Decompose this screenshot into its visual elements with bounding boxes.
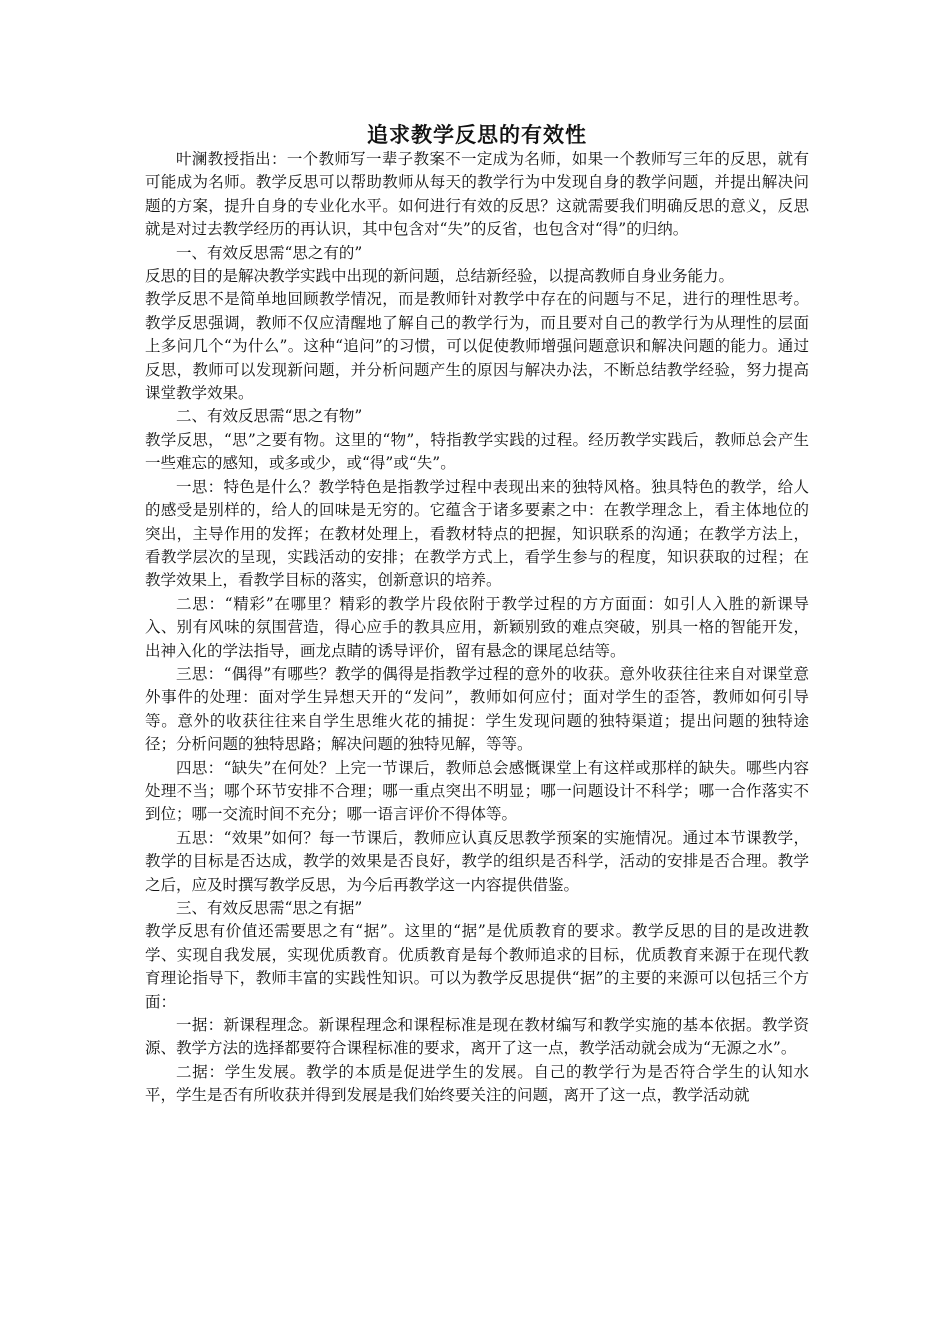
section-heading-1: 一、有效反思需“思之有的” (176, 243, 363, 262)
document-page (145, 120, 809, 1108)
body-paragraph: 二据：学生发展。教学的本质是促进学生的发展。自己的教学行为是否符合学生的认知水平，学生是否有所收获并得到发展是我们始终要关注的问题，离开了这一点，教学活动就 (145, 1062, 809, 1105)
intro-paragraph: 叶澜教授指出：一个教师写一辈子教案不一定成为名师，如果一个教师写三年的反思，就有可能成为名师。教学反思可以帮助教师从每天的教学行为中发现自身的教学问题，并提出解决问题的方案，提升自身的专业化水平。如何进行有效的反思？这就需要我们明确反思的意义，反思就是对过去教学经历的再认识，其中包含对“失”的反省，也包含对“得”的归纳。 (145, 150, 809, 239)
body-paragraph: 教学反思有价值还需要思之有“据”。这里的“据”是优质教育的要求。教学反思的目的是改进教学、实现自我发展，实现优质教育。优质教育是每个教师追求的目标，优质教育来源于在现代教育理论指导下，教师丰富的实践性知识。可以为教学反思提供“据”的主要的来源可以包括三个方面： (145, 922, 809, 1011)
body-paragraph: 四思：“缺失”在何处？上完一节课后，教师总会感慨课堂上有这样或那样的缺失。哪些内容处理不当；哪个环节安排不合理；哪一重点突出不明显；哪一问题设计不科学；哪一合作落实不到位；哪一交流时间不充分；哪一语言评价不得体等。 (145, 758, 809, 824)
section-heading-2: 二、有效反思需“思之有物” (176, 407, 363, 426)
body-paragraph: 反思的目的是解决教学实践中出现的新问题，总结新经验，以提高教师自身业务能力。 (145, 267, 735, 286)
body-paragraph: 二思：“精彩”在哪里？精彩的教学片段依附于教学过程的方方面面：如引人入胜的新课导入、别有风味的氛围营造，得心应手的教具应用，新颖别致的难点突破，别具一格的智能开发，出神入化的学法指导，画龙点睛的诱导评价，留有悬念的课尾总结等。 (145, 594, 809, 660)
body-paragraph: 教学反思不是简单地回顾教学情况，而是教师针对教学中存在的问题与不足，进行的理性思考。教学反思强调，教师不仅应清醒地了解自己的教学行为，而且要对自己的教学行为从理性的层面上多问几个“为什么”。这种“追问”的习惯，可以促使教师增强问题意识和解决问题的能力。通过反思，教师可以发现新问题，并分析问题产生的原因与解决办法，不断总结教学经验，努力提高课堂教学效果。 (145, 290, 809, 403)
section-heading-3: 三、有效反思需“思之有据” (176, 899, 363, 917)
body-paragraph: 一思：特色是什么？教学特色是指教学过程中表现出来的独特风格。独具特色的教学，给人的感受是别样的，给人的回味是无穷的。它蕴含于诸多要素之中：在教学理念上，看主体地位的突出，主导作用的发挥；在教材处理上，看教材特点的把握，知识联系的沟通；在教学方法上，看教学层次的呈现，实践活动的安排；在教学方式上，看学生参与的程度，知识获取的过程；在教学效果上，看教学目标的落实，创新意识的培养。 (145, 477, 809, 590)
body-paragraph: 一据：新课程理念。新课程理念和课程标准是现在教材编写和教学实施的基本依据。教学资源、教学方法的选择都要符合课程标准的要求，离开了这一点，教学活动就会成为“无源之水”。 (145, 1016, 809, 1058)
body-paragraph: 三思：“偶得”有哪些？教学的偶得是指教学过程的意外的收获。意外收获往往来自对课堂意外事件的处理：面对学生异想天开的“发问”，教师如何应付；面对学生的歪答，教师如何引导等。意外的收获往往来自学生思维火花的捕捉：学生发现问题的独特渠道；提出问题的独特途径；分析问题的独特思路；解决问题的独特见解，等等。 (145, 664, 809, 754)
body-paragraph: 教学反思，“思”之要有物。这里的“物”，特指教学实践的过程。经历教学实践后，教师总会产生一些难忘的感知，或多或少，或“得”或“失”。 (145, 430, 809, 473)
body-paragraph: 五思：“效果”如何？每一节课后，教师应认真反思教学预案的实施情况。通过本节课教学，教学的目标是否达成，教学的效果是否良好，教学的组织是否科学，活动的安排是否合理。教学之后，应及时撰写教学反思，为今后再教学这一内容提供借鉴。 (145, 828, 809, 894)
document-title: 追求教学反思的有效性 (367, 122, 587, 147)
